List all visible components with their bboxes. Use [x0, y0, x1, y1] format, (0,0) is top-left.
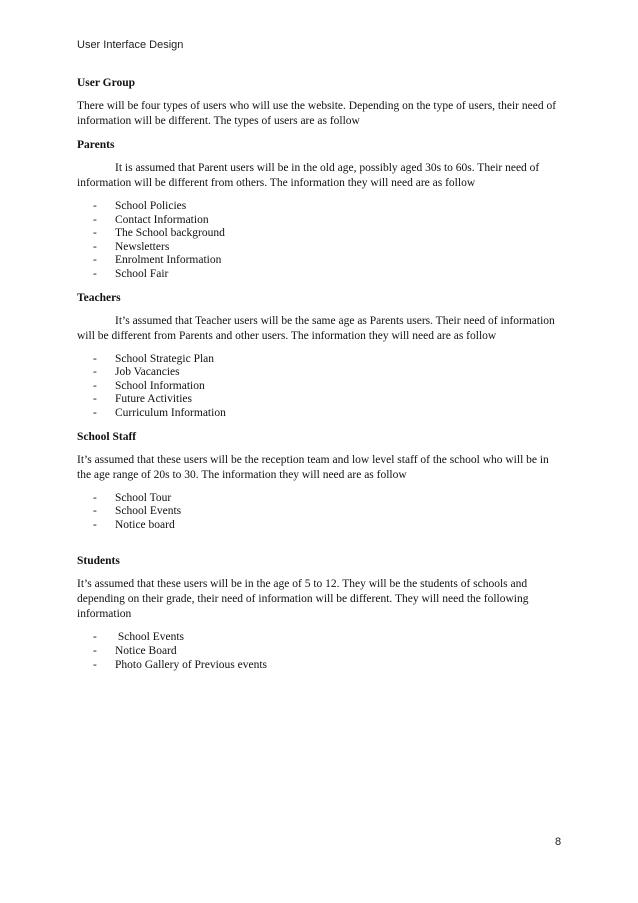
page-number: 8 [555, 836, 562, 848]
list-item [77, 214, 563, 228]
list-item-text: School Policies [115, 200, 187, 212]
list-dash: - [93, 267, 97, 280]
list-dash: - [93, 505, 97, 518]
list-item-text: School Fair [115, 267, 169, 280]
list-item [77, 645, 563, 659]
list-item [77, 519, 563, 533]
heading-user-group: User Group [77, 77, 136, 89]
list-item-text: Job Vacancies [115, 366, 180, 379]
list-item-text: School Events [115, 631, 184, 644]
list-dash: - [93, 491, 97, 504]
list-item [77, 659, 563, 673]
list-item-text: Enrolment Information [115, 254, 222, 267]
list-dash: - [93, 631, 97, 644]
list-item-text: The School background [115, 227, 225, 240]
list-dash: - [93, 406, 97, 419]
list-item [77, 200, 563, 214]
list-item [77, 241, 563, 255]
heading-teachers: Teachers [77, 291, 121, 304]
list-dash: - [93, 366, 97, 379]
list-item-text: School Information [115, 379, 205, 392]
list-item-text: School Events [115, 505, 182, 518]
list-item [77, 254, 563, 268]
list-item-text: School Strategic Plan [115, 352, 215, 365]
list-item-text: Notice Board [115, 644, 177, 657]
para-students: It’s assumed that these users will be in the age of 5 to 12. They will be the students of schools and depending on their grade, their need of information will be different. They will need the following information [77, 578, 529, 621]
para-school-staff: It’s assumed that these users will be the reception team and low level staff of the school who will be in the age range of 20s to 30. The information they will need are as follow [77, 453, 549, 481]
heading-students: Students [77, 555, 120, 568]
list-item [77, 227, 563, 241]
list-dash: - [93, 393, 97, 406]
heading-parents: Parents [77, 139, 115, 151]
list-item-text: Curriculum Information [115, 406, 226, 419]
list-item [77, 268, 563, 282]
para-parents: It is assumed that Parent users will be in the old age, possibly aged 30s to 60s. Their need of information will be different from others. The information they will need are as follow [77, 162, 540, 189]
list-dash: - [93, 213, 97, 226]
document-header: User Interface Design [77, 39, 184, 51]
heading-school-staff: School Staff [77, 430, 137, 443]
list-item-text: Contact Information [115, 213, 209, 226]
list-item-text: Photo Gallery of Previous events [115, 658, 268, 671]
list-item [77, 380, 563, 394]
list-dash: - [93, 644, 97, 657]
list-dash: - [93, 254, 97, 267]
list-students [77, 631, 563, 672]
list-item [77, 366, 563, 380]
list-parents [77, 200, 563, 282]
list-item-text: Newsletters [115, 240, 170, 253]
list-item-text: Notice board [115, 518, 175, 531]
list-item [77, 631, 563, 645]
document-body [77, 76, 563, 672]
list-dash: - [93, 352, 97, 365]
list-item [77, 407, 563, 421]
list-dash: - [93, 240, 97, 253]
list-school-staff [77, 492, 563, 533]
list-item-text: School Tour [115, 491, 172, 504]
list-item [77, 393, 563, 407]
list-dash: - [93, 200, 97, 212]
para-user-group: There will be four types of users who will use the website. Depending on the type of users, their need of information will be different. The types of users are as follow [77, 100, 557, 127]
list-teachers [77, 353, 563, 421]
list-dash: - [93, 379, 97, 392]
list-item [77, 353, 563, 367]
list-item [77, 505, 563, 519]
list-dash: - [93, 518, 97, 531]
list-dash: - [93, 227, 97, 240]
list-dash: - [93, 658, 97, 671]
para-teachers: It’s assumed that Teacher users will be the same age as Parents users. Their need of information will be different from Parents and other users. The information they will need are as follow [77, 314, 555, 342]
list-item-text: Future Activities [115, 393, 192, 406]
list-item [77, 492, 563, 506]
